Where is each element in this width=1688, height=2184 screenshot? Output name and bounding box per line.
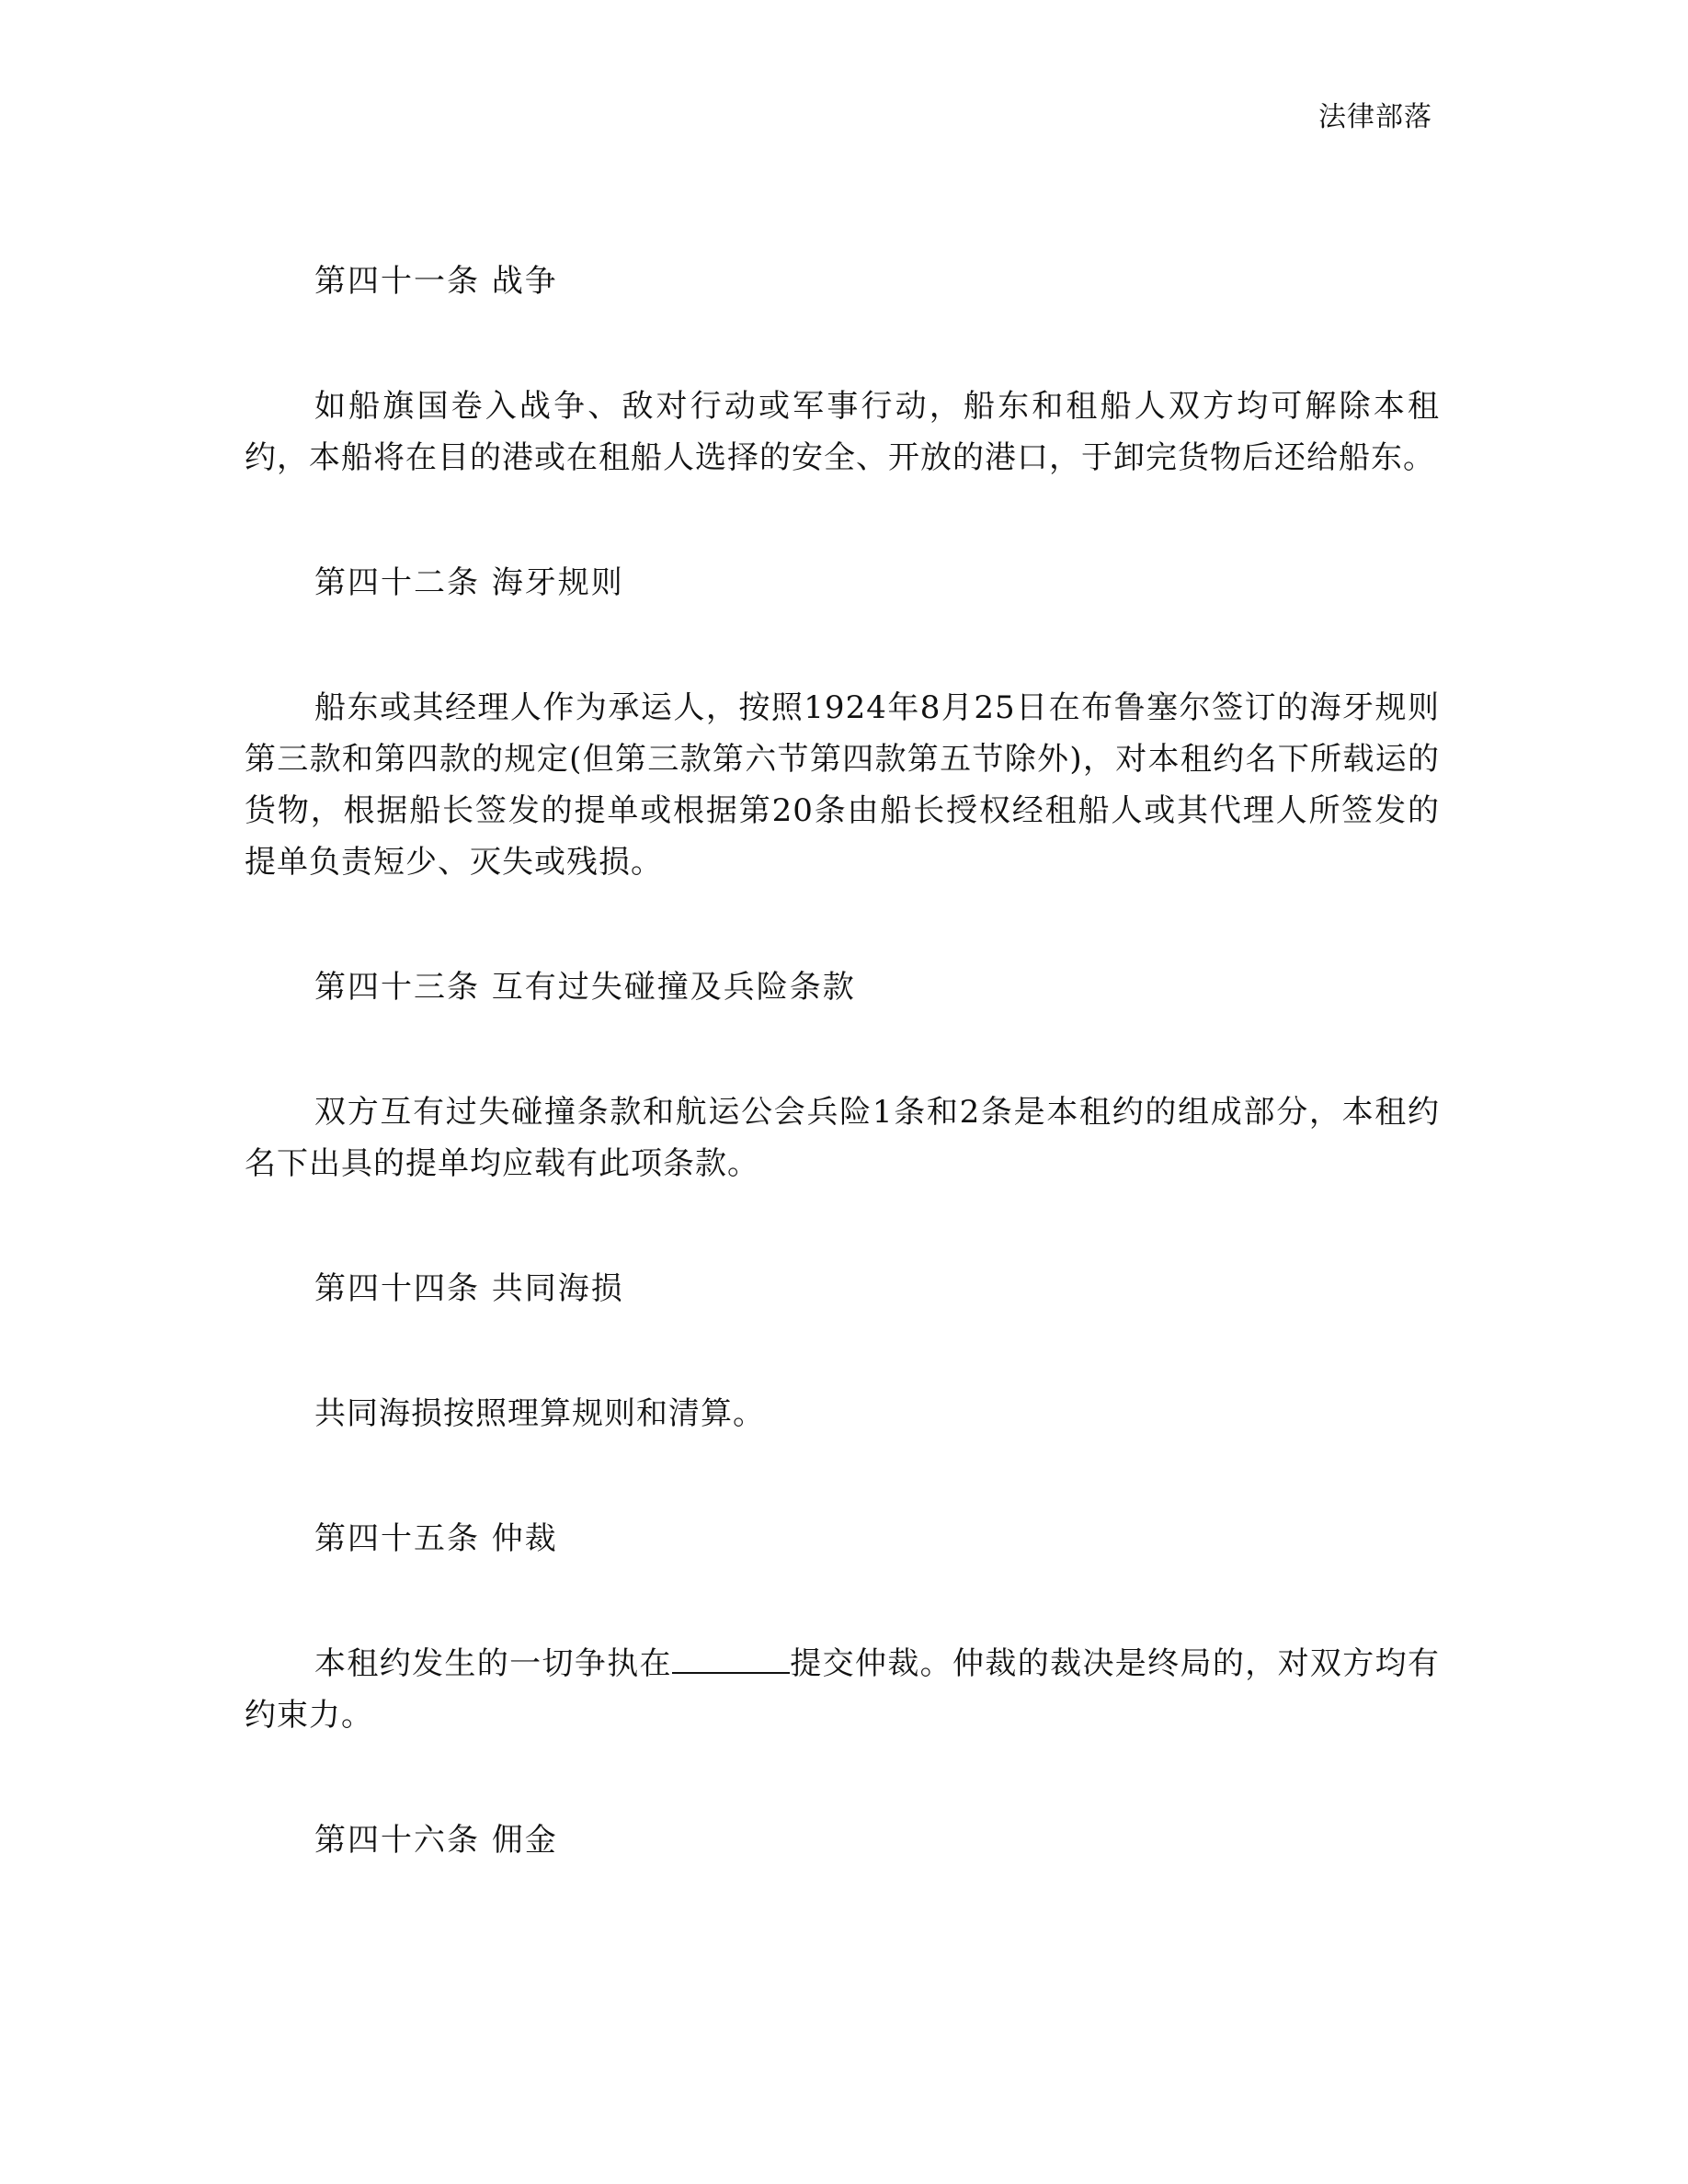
article-45-heading: 第四十五条 仲裁 <box>314 1520 558 1557</box>
article-45-text <box>245 1638 1440 1741</box>
article-43-heading: 第四十三条 互有过失碰撞及兵险条款 <box>314 969 856 1006</box>
document-body <box>245 248 1440 1866</box>
article-45-text-before-blank: 本租约发生的一切争执在 <box>314 1645 672 1682</box>
article-41-text: 如船旗国卷入战争、敌对行动或军事行动，船东和租船人双方均可解除本租约，本船将在目的港或在租船人选择的安全、开放的港口，于卸完货物后还给船东。 <box>245 388 1440 476</box>
article-42-text: 船东或其经理人作为承运人，按照1924年8月25日在布鲁塞尔签订的海牙规则第三款和第四款的规定(但第三款第六节第四款第五节除外)，对本租约名下所载运的货物，根据船长签发的提单或根据第20条由船长授权经租船人或其代理人所签发的提单负责短少、灭失或残损。 <box>245 689 1440 881</box>
article-42-heading: 第四十二条 海牙规则 <box>314 564 624 601</box>
article-46-heading: 第四十六条 佣金 <box>314 1822 558 1859</box>
fill-in-blank <box>672 1644 790 1674</box>
article-45-text-after-blank: 提交仲裁。仲裁的裁决是终局的，对双方均有约束力。 <box>245 1645 1441 1734</box>
article-44-heading: 第四十四条 共同海损 <box>314 1270 624 1307</box>
article-44-text: 共同海损按照理算规则和清算。 <box>314 1395 765 1432</box>
page-header-source: 法律部落 <box>1318 101 1432 133</box>
article-41-heading: 第四十一条 战争 <box>314 263 558 300</box>
article-43-text: 双方互有过失碰撞条款和航运公会兵险1条和2条是本租约的组成部分，本租约名下出具的提单均应载有此项条款。 <box>245 1094 1440 1182</box>
